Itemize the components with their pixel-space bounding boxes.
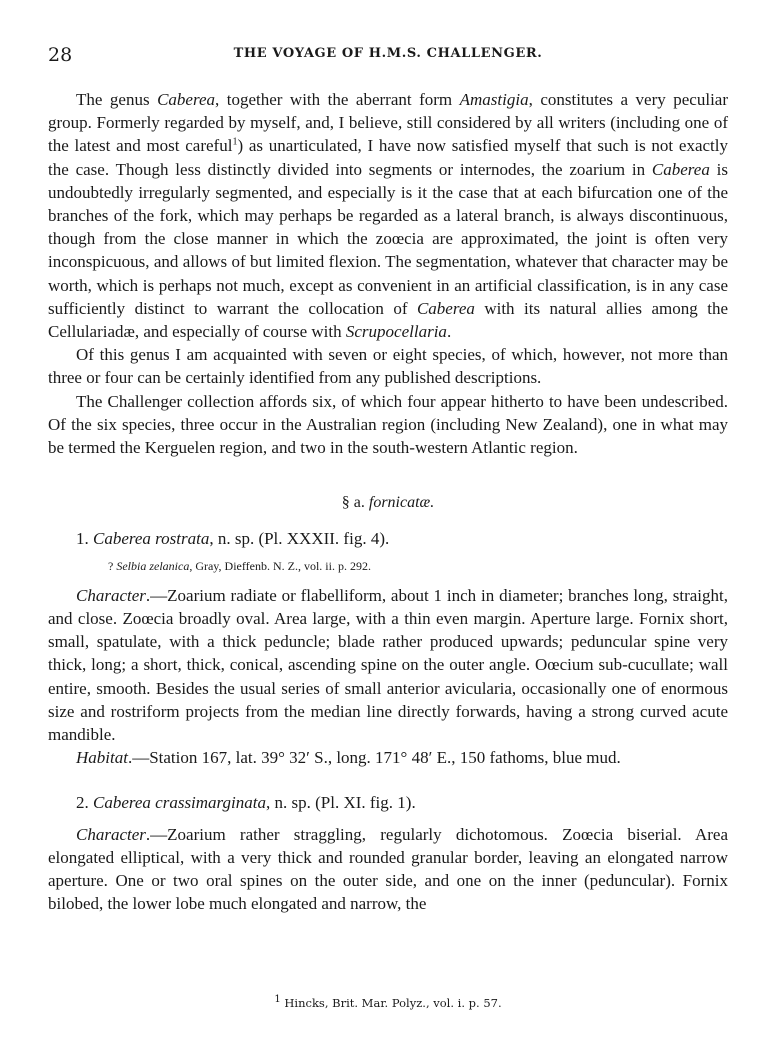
species-2-character: Character.—Zoarium rather straggling, regularly dichotomous. Zoœcia biserial. Area elongated elliptical, with a very thick and rounded granular border, leaving an elongated narrow aperture. One or two oral spines on the outer side, and one on the inner (peduncular). Fornix bilobed, the lower lobe much elongated and narrow, the — [48, 824, 728, 914]
species-1-synonym: ? Selbia zelanica, Gray, Dieffenb. N. Z., vol. ii. p. 292. — [108, 558, 371, 573]
section-heading: § a. fornicatæ. — [341, 494, 435, 512]
page-number: 28 — [48, 44, 73, 66]
species-1-character: Character.—Zoarium radiate or flabelliform, about 1 inch in diameter; branches long, straight, and close. Zoœcia broadly oval. Area large, with a thin even margin. Aperture large. Fornix short, small, spatulate, with a thick peduncle; blade rather produced upwards; peduncular spine very thick, long; a short, thick, conical, ascending spine on the outer angle. Oœcium sub-cucullate; wall entire, smooth. Besides the usual series of small anterior avicularia, occasionally one of enormous size and rostriform projects from the median line directly forwards, having a strong curved acute mandible. — [48, 585, 728, 745]
body-text — [48, 88, 728, 916]
genus-name: Amastigia — [459, 90, 529, 109]
footnote-ref[interactable]: 1 — [232, 136, 238, 148]
paragraph-collection: The Challenger collection affords six, of which four appear hitherto to have been undescribed. Of the six species, three occur in the Australian region (including New Zealand), one in what may be termed the Kerguelen region, and two in the south-western Atlantic region. — [48, 391, 728, 458]
species-2-heading: 2. Caberea crassimarginata, n. sp. (Pl. XI. fig. 1). — [76, 793, 416, 813]
running-head: THE VOYAGE OF H.M.S. CHALLENGER. — [233, 46, 543, 61]
paragraph-intro: The genus Caberea, together with the aberrant form Amastigia, constitutes a very peculiar group. Formerly regarded by myself, and, I believe, still considered by all writers (including one of the latest and most careful$^1$) as unarticulated, I have now satisfied myself that such is not exactly the case. Though less distinctly divided into segments or internodes, the zoarium in Caberea is undoubtedly irregularly segmented, and especially is it the case that at each bifurcation one of the branches of the fork, which may perhaps be regarded as a lateral branch, is always discontinuous, though from the close manner in which the zoœcia are approximated, the joint is often very inconspicuous, and allows of but limited flexion. The segmentation, whatever that character may be worth, which is perhaps not much, except as convenient in an artificial classification, is in any case sufficiently distinct to warrant the collocation of Caberea with its natural allies among the Cellulariadæ, and especially of course with Scrupocellaria. — [48, 90, 729, 342]
genus-name: Caberea — [416, 298, 475, 318]
habitat-label: Habitat — [76, 748, 128, 768]
genus-name: Caberea — [157, 90, 215, 109]
footnote-mark: 1 — [274, 994, 281, 1006]
footnote — [0, 996, 776, 1010]
species-1-habitat: Habitat.—Station 167, lat. 39° 32′ S., long. 171° 48′ E., 150 fathoms, blue mud. — [76, 748, 621, 768]
genus-name: Scrupocellaria — [345, 322, 447, 342]
species-name: Caberea rostrata — [93, 529, 210, 549]
paragraph-species-count: Of this genus I am acquainted with seven or eight species, of which, however, not more than three or four can be certainly identified from any published descriptions. — [48, 345, 728, 388]
species-name: Caberea crassimarginata — [93, 793, 266, 813]
species-1-heading: 1. Caberea rostrata, n. sp. (Pl. XXXII. fig. 4). — [76, 529, 390, 549]
genus-name: Caberea — [651, 159, 710, 179]
character-label: Character — [76, 585, 146, 605]
page-header — [48, 44, 728, 68]
footnote-text: Hincks, Brit. Mar. Polyz., vol. i. p. 57. — [280, 996, 502, 1010]
character-label: Character — [76, 824, 146, 844]
